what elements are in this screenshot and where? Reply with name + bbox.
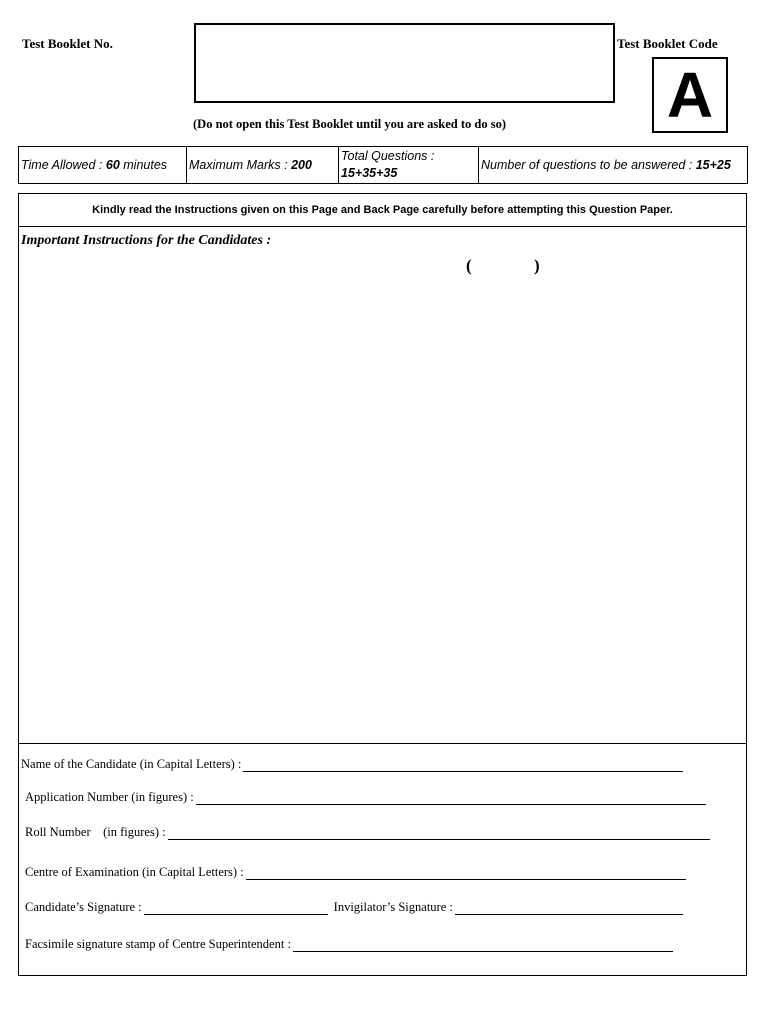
candidate-signature-label: Candidate’s Signature : (25, 900, 142, 914)
exam-info-table (18, 146, 748, 184)
questions-to-answer-cell (479, 147, 748, 184)
invigilator-signature-field[interactable] (455, 902, 683, 915)
candidate-name-label: Name of the Candidate (in Capital Letters) : (21, 757, 242, 771)
total-questions-value: 15+35+35 (341, 166, 398, 180)
candidate-name-row (21, 757, 683, 772)
facsimile-field[interactable] (293, 939, 673, 952)
roll-number-field[interactable] (168, 827, 710, 840)
kindly-read-notice: Kindly read the Instructions given on this Page and Back Page carefully before attempting this Question Paper. (19, 194, 746, 227)
time-allowed-value: 60 (105, 158, 120, 172)
questions-to-answer-label: Number of questions to be answered : (481, 158, 696, 172)
application-number-label: Application Number (in figures) : (25, 790, 194, 804)
facsimile-row (25, 937, 673, 952)
paren-close: ) (534, 256, 540, 275)
test-booklet-no-label: Test Booklet No. (22, 36, 113, 51)
form-divider (19, 743, 746, 744)
test-booklet-code-label: Test Booklet Code (617, 36, 718, 51)
instructions-box (18, 193, 747, 976)
maximum-marks-label: Maximum Marks : (189, 158, 292, 172)
facsimile-label: Facsimile signature stamp of Centre Superintendent : (25, 937, 291, 951)
test-booklet-code-value: A (652, 57, 728, 133)
maximum-marks-cell (187, 147, 339, 184)
centre-label: Centre of Examination (in Capital Letters) : (25, 865, 244, 879)
application-number-row (25, 790, 706, 805)
test-booklet-no-field[interactable] (194, 23, 615, 103)
centre-row (25, 865, 686, 880)
roll-number-label: Roll Number (in figures) : (25, 825, 166, 839)
roll-number-row (25, 825, 710, 840)
total-questions-cell (339, 147, 479, 184)
time-allowed-unit: minutes (119, 158, 168, 172)
candidate-name-field[interactable] (243, 759, 683, 772)
application-number-field[interactable] (196, 792, 706, 805)
centre-field[interactable] (246, 867, 686, 880)
candidate-signature-field[interactable] (144, 902, 328, 915)
time-allowed-cell (19, 147, 187, 184)
total-questions-label: Total Questions : (341, 149, 435, 163)
invigilator-signature-label: Invigilator’s Signature : (333, 900, 453, 914)
time-allowed-label: Time Allowed : (21, 158, 106, 172)
do-not-open-notice: (Do not open this Test Booklet until you are asked to do so) (193, 117, 507, 131)
questions-to-answer-value: 15+25 (695, 158, 731, 172)
signatures-row (25, 900, 683, 915)
important-instructions-heading: Important Instructions for the Candidates : (21, 233, 272, 248)
paren-open: ( (466, 256, 472, 275)
maximum-marks-value: 200 (291, 158, 312, 172)
